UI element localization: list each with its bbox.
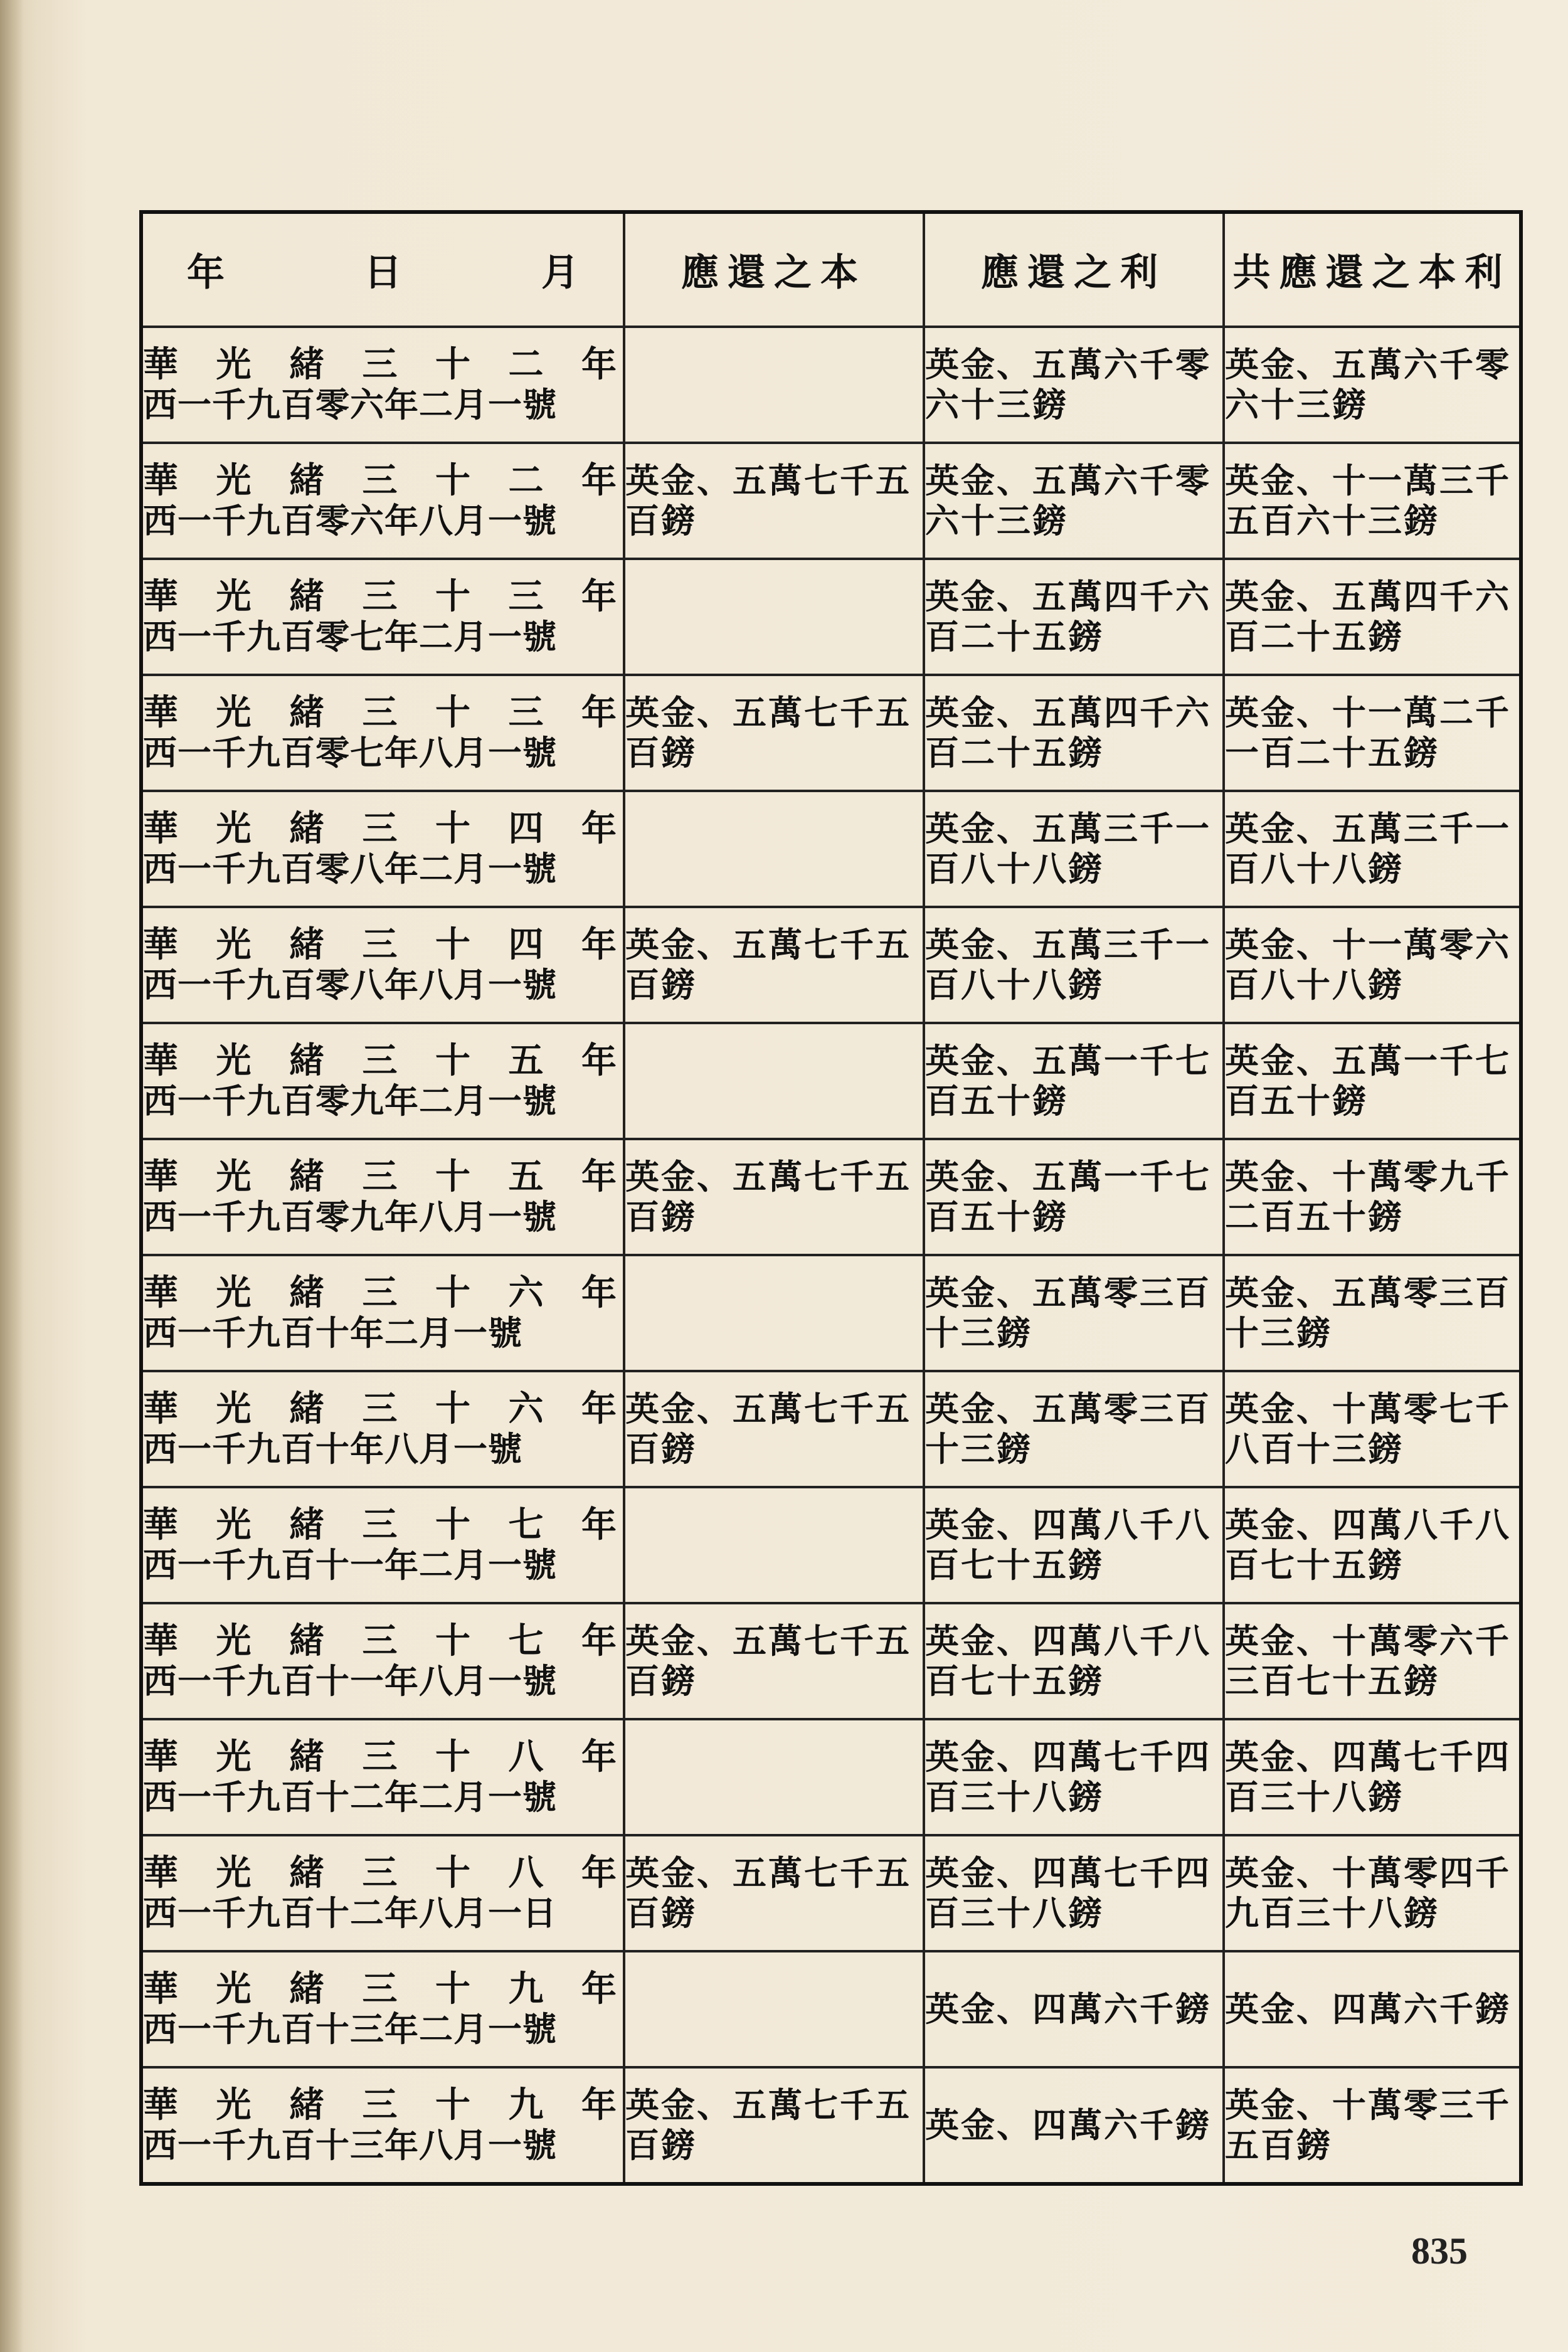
reign-date-char: 七 <box>508 1504 544 1546</box>
reign-date-char: 緒 <box>289 924 324 966</box>
reign-date-char: 十 <box>435 1156 470 1198</box>
total-cell <box>1224 791 1521 907</box>
interest-amount: 英金、五萬六千零六十三鎊 <box>925 460 1211 541</box>
reign-date <box>143 1737 623 1777</box>
reign-date-char: 緒 <box>289 1388 324 1430</box>
principal-cell <box>624 1255 924 1371</box>
date-cell <box>141 1487 624 1603</box>
reign-date-char: 三 <box>362 1272 398 1314</box>
interest-amount: 英金、五萬零三百十三鎊 <box>925 1389 1211 1470</box>
reign-date-char: 光 <box>216 1968 252 2010</box>
principal-cell <box>624 443 924 559</box>
reign-date-char: 三 <box>362 924 398 966</box>
reign-date-char: 年 <box>581 1272 617 1314</box>
principal-cell <box>624 2067 924 2184</box>
date-cell <box>141 1603 624 1719</box>
reign-date-char: 華 <box>143 576 178 618</box>
interest-amount: 英金、五萬零三百十三鎊 <box>925 1273 1211 1353</box>
table-row <box>141 1719 1521 1835</box>
date-cell <box>141 1139 624 1255</box>
table-row <box>141 1371 1521 1487</box>
western-date: 西一千九百十三年八月一號 <box>143 2125 557 2166</box>
reign-date-char: 華 <box>143 1388 178 1430</box>
page-number: 835 <box>1411 2230 1468 2272</box>
date-cell <box>141 2067 624 2184</box>
reign-date-char: 年 <box>581 460 617 502</box>
reign-date-char: 華 <box>143 1040 178 1082</box>
interest-cell <box>924 1371 1224 1487</box>
reign-date-char: 三 <box>362 2084 398 2126</box>
reign-date-char: 十 <box>435 1272 470 1314</box>
total-amount: 英金、五萬零三百十三鎊 <box>1225 1273 1511 1353</box>
table-row <box>141 1139 1521 1255</box>
total-cell <box>1224 1023 1521 1139</box>
reign-date-char: 三 <box>362 460 398 502</box>
reign-date-char: 六 <box>508 1388 544 1430</box>
date-cell <box>141 1023 624 1139</box>
reign-date-char: 年 <box>581 2084 617 2126</box>
reign-date-char: 三 <box>362 1620 398 1662</box>
reign-date-char: 光 <box>216 460 252 502</box>
reign-date-char: 光 <box>216 1620 252 1662</box>
reign-date-char: 十 <box>435 1040 470 1082</box>
reign-date-char: 三 <box>362 808 398 850</box>
date-cell <box>141 791 624 907</box>
reign-date <box>143 1621 623 1661</box>
western-date: 西一千九百十二年八月一日 <box>143 1893 557 1934</box>
reign-date-char: 華 <box>143 1504 178 1546</box>
reign-date-char: 緒 <box>289 808 324 850</box>
interest-cell <box>924 1139 1224 1255</box>
date-cell <box>141 1951 624 2067</box>
reign-date-char: 華 <box>143 2084 178 2126</box>
reign-date <box>143 460 623 501</box>
reign-date-char: 十 <box>435 460 470 502</box>
reign-date-char: 三 <box>362 576 398 618</box>
total-amount: 英金、四萬六千鎊 <box>1225 1989 1511 2030</box>
total-cell <box>1224 1835 1521 1951</box>
interest-cell <box>924 1023 1224 1139</box>
western-date: 西一千九百十年八月一號 <box>143 1429 522 1470</box>
reign-date-char: 十 <box>435 1388 470 1430</box>
interest-amount: 英金、四萬七千四百三十八鎊 <box>925 1737 1211 1818</box>
principal-cell <box>624 1603 924 1719</box>
interest-amount: 英金、五萬一千七百五十鎊 <box>925 1041 1211 1121</box>
reign-date-char: 緒 <box>289 1852 324 1894</box>
reign-date-char: 十 <box>435 344 470 386</box>
table-row <box>141 1951 1521 2067</box>
date-cell <box>141 327 624 443</box>
interest-amount: 英金、五萬三千一百八十八鎊 <box>925 924 1211 1005</box>
reign-date-char: 華 <box>143 344 178 386</box>
reign-date-char: 十 <box>435 1736 470 1778</box>
principal-cell <box>624 1371 924 1487</box>
reign-date-char: 華 <box>143 1272 178 1314</box>
total-cell <box>1224 1255 1521 1371</box>
table-row <box>141 907 1521 1023</box>
principal-cell <box>624 791 924 907</box>
reign-date-char: 華 <box>143 808 178 850</box>
total-cell <box>1224 327 1521 443</box>
table-row <box>141 443 1521 559</box>
date-cell <box>141 1371 624 1487</box>
principal-cell <box>624 1835 924 1951</box>
reign-date-char: 十 <box>435 692 470 734</box>
total-amount: 英金、十一萬三千五百六十三鎊 <box>1225 460 1511 541</box>
header-row <box>141 212 1521 327</box>
repayment-schedule-table-wrap <box>139 210 1519 2186</box>
reign-date-char: 五 <box>508 1040 544 1082</box>
reign-date-char: 五 <box>508 1156 544 1198</box>
table-row <box>141 559 1521 675</box>
reign-date-char: 九 <box>508 2084 544 2126</box>
reign-date-char: 光 <box>216 1156 252 1198</box>
reign-date-char: 年 <box>581 692 617 734</box>
reign-date-char: 光 <box>216 344 252 386</box>
header-date <box>141 212 624 327</box>
interest-cell <box>924 1719 1224 1835</box>
reign-date <box>143 692 623 733</box>
reign-date-char: 華 <box>143 460 178 502</box>
reign-date-char: 三 <box>362 1968 398 2010</box>
date-cell <box>141 1835 624 1951</box>
reign-date-char: 光 <box>216 1736 252 1778</box>
total-cell <box>1224 1951 1521 2067</box>
reign-date-char: 緒 <box>289 1620 324 1662</box>
reign-date-char: 光 <box>216 576 252 618</box>
reign-date-char: 三 <box>362 344 398 386</box>
reign-date-char: 年 <box>581 1156 617 1198</box>
reign-date-char: 光 <box>216 808 252 850</box>
reign-date-char: 十 <box>435 1504 470 1546</box>
table-row <box>141 1255 1521 1371</box>
reign-date-char: 華 <box>143 1852 178 1894</box>
total-cell <box>1224 1139 1521 1255</box>
western-date: 西一千九百十年二月一號 <box>143 1313 522 1353</box>
reign-date-char: 三 <box>508 576 544 618</box>
total-amount: 英金、四萬八千八百七十五鎊 <box>1225 1505 1511 1586</box>
western-date: 西一千九百零九年八月一號 <box>143 1197 557 1237</box>
reign-date <box>143 1389 623 1429</box>
date-cell <box>141 1719 624 1835</box>
reign-date-char: 年 <box>581 1620 617 1662</box>
date-cell <box>141 559 624 675</box>
interest-cell <box>924 675 1224 791</box>
reign-date-char: 三 <box>362 692 398 734</box>
reign-date-char: 年 <box>581 344 617 386</box>
western-date: 西一千九百零七年八月一號 <box>143 733 557 773</box>
western-date: 西一千九百零六年八月一號 <box>143 501 557 541</box>
reign-date <box>143 576 623 617</box>
total-amount: 英金、十萬零九千二百五十鎊 <box>1225 1157 1511 1237</box>
reign-date-char: 四 <box>508 924 544 966</box>
principal-amount: 英金、五萬七千五百鎊 <box>625 460 911 541</box>
interest-cell <box>924 1835 1224 1951</box>
reign-date <box>143 1969 623 2009</box>
reign-date-char: 年 <box>581 1040 617 1082</box>
total-cell <box>1224 1603 1521 1719</box>
reign-date-char: 華 <box>143 1620 178 1662</box>
reign-date-char: 緒 <box>289 1968 324 2010</box>
total-amount: 英金、十一萬二千一百二十五鎊 <box>1225 692 1511 773</box>
reign-date-char: 九 <box>508 1968 544 2010</box>
total-amount: 英金、十萬零七千八百十三鎊 <box>1225 1389 1511 1470</box>
principal-amount: 英金、五萬七千五百鎊 <box>625 1621 911 1702</box>
reign-date-char: 八 <box>508 1852 544 1894</box>
interest-cell <box>924 2067 1224 2184</box>
interest-cell <box>924 559 1224 675</box>
reign-date-char: 七 <box>508 1620 544 1662</box>
reign-date-char: 緒 <box>289 1040 324 1082</box>
reign-date-char: 光 <box>216 1272 252 1314</box>
reign-date <box>143 1273 623 1313</box>
total-cell <box>1224 907 1521 1023</box>
reign-date-char: 年 <box>581 1388 617 1430</box>
total-cell <box>1224 675 1521 791</box>
header-date-year: 年 <box>187 251 225 295</box>
reign-date-char: 年 <box>581 808 617 850</box>
interest-cell <box>924 791 1224 907</box>
principal-cell <box>624 1139 924 1255</box>
interest-amount: 英金、五萬四千六百二十五鎊 <box>925 576 1211 657</box>
total-amount: 英金、五萬一千七百五十鎊 <box>1225 1041 1511 1121</box>
reign-date <box>143 1853 623 1893</box>
principal-amount: 英金、五萬七千五百鎊 <box>625 1389 911 1470</box>
table-row <box>141 675 1521 791</box>
total-amount: 英金、十萬零四千九百三十八鎊 <box>1225 1853 1511 1934</box>
reign-date-char: 年 <box>581 1852 617 1894</box>
reign-date <box>143 1041 623 1081</box>
reign-date <box>143 344 623 384</box>
interest-cell <box>924 1951 1224 2067</box>
date-cell <box>141 443 624 559</box>
interest-cell <box>924 1255 1224 1371</box>
principal-amount: 英金、五萬七千五百鎊 <box>625 1853 911 1934</box>
reign-date-char: 三 <box>508 692 544 734</box>
reign-date-char: 十 <box>435 576 470 618</box>
total-cell <box>1224 2067 1521 2184</box>
date-cell <box>141 1255 624 1371</box>
table-row <box>141 1603 1521 1719</box>
reign-date <box>143 808 623 849</box>
reign-date-char: 緒 <box>289 692 324 734</box>
reign-date-char: 緒 <box>289 1504 324 1546</box>
interest-cell <box>924 327 1224 443</box>
principal-amount: 英金、五萬七千五百鎊 <box>625 924 911 1005</box>
reign-date-char: 十 <box>435 1852 470 1894</box>
date-cell <box>141 907 624 1023</box>
western-date: 西一千九百十一年八月一號 <box>143 1661 557 1702</box>
principal-cell <box>624 559 924 675</box>
reign-date-char: 十 <box>435 2084 470 2126</box>
table-body <box>141 327 1521 2184</box>
reign-date-char: 十 <box>435 1620 470 1662</box>
reign-date-char: 十 <box>435 924 470 966</box>
reign-date-char: 華 <box>143 924 178 966</box>
western-date: 西一千九百十二年二月一號 <box>143 1777 557 1818</box>
total-amount: 英金、十萬零六千三百七十五鎊 <box>1225 1621 1511 1702</box>
reign-date-char: 四 <box>508 808 544 850</box>
total-cell <box>1224 1719 1521 1835</box>
interest-cell <box>924 1603 1224 1719</box>
interest-amount: 英金、四萬六千鎊 <box>925 1989 1211 2030</box>
principal-cell <box>624 1487 924 1603</box>
reign-date-char: 華 <box>143 1968 178 2010</box>
table-row <box>141 1023 1521 1139</box>
repayment-schedule-table <box>139 210 1523 2186</box>
reign-date-char: 光 <box>216 1504 252 1546</box>
total-amount: 英金、五萬三千一百八十八鎊 <box>1225 808 1511 889</box>
reign-date-char: 緒 <box>289 460 324 502</box>
western-date: 西一千九百零八年八月一號 <box>143 965 557 1005</box>
interest-amount: 英金、五萬六千零六十三鎊 <box>925 344 1211 425</box>
western-date: 西一千九百零七年二月一號 <box>143 617 557 657</box>
reign-date-char: 華 <box>143 1736 178 1778</box>
principal-cell <box>624 1719 924 1835</box>
total-amount: 英金、十萬零三千五百鎊 <box>1225 2085 1511 2166</box>
reign-date-char: 光 <box>216 1388 252 1430</box>
interest-cell <box>924 907 1224 1023</box>
table-row <box>141 327 1521 443</box>
interest-amount: 英金、四萬七千四百三十八鎊 <box>925 1853 1211 1934</box>
reign-date-char: 年 <box>581 1504 617 1546</box>
reign-date-char: 緒 <box>289 344 324 386</box>
interest-cell <box>924 443 1224 559</box>
reign-date-char: 緒 <box>289 1156 324 1198</box>
reign-date-char: 光 <box>216 924 252 966</box>
total-amount: 英金、四萬七千四百三十八鎊 <box>1225 1737 1511 1818</box>
reign-date-char: 三 <box>362 1156 398 1198</box>
reign-date-char: 年 <box>581 924 617 966</box>
total-amount: 英金、五萬六千零六十三鎊 <box>1225 344 1511 425</box>
header-principal: 應還之本 <box>624 212 924 327</box>
date-cell <box>141 675 624 791</box>
western-date: 西一千九百零九年二月一號 <box>143 1081 557 1121</box>
reign-date-char: 六 <box>508 1272 544 1314</box>
western-date: 西一千九百十一年二月一號 <box>143 1545 557 1586</box>
table-row <box>141 2067 1521 2184</box>
western-date: 西一千九百零六年二月一號 <box>143 384 557 425</box>
reign-date-char: 二 <box>508 344 544 386</box>
reign-date-char: 緒 <box>289 1272 324 1314</box>
page-binding-edge <box>0 0 24 2352</box>
table-row <box>141 1487 1521 1603</box>
total-amount: 英金、五萬四千六百二十五鎊 <box>1225 576 1511 657</box>
reign-date-char: 三 <box>362 1504 398 1546</box>
reign-date-char: 華 <box>143 692 178 734</box>
interest-amount: 英金、五萬四千六百二十五鎊 <box>925 692 1211 773</box>
interest-amount: 英金、五萬三千一百八十八鎊 <box>925 808 1211 889</box>
reign-date <box>143 1157 623 1197</box>
reign-date-char: 華 <box>143 1156 178 1198</box>
reign-date-char: 二 <box>508 460 544 502</box>
reign-date-char: 緒 <box>289 1736 324 1778</box>
principal-amount: 英金、五萬七千五百鎊 <box>625 2085 911 2166</box>
reign-date <box>143 1505 623 1545</box>
reign-date-char: 緒 <box>289 576 324 618</box>
western-date: 西一千九百十三年二月一號 <box>143 2009 557 2050</box>
reign-date-char: 三 <box>362 1388 398 1430</box>
interest-amount: 英金、五萬一千七百五十鎊 <box>925 1157 1211 1237</box>
reign-date-char: 三 <box>362 1736 398 1778</box>
reign-date-char: 光 <box>216 1040 252 1082</box>
interest-cell <box>924 1487 1224 1603</box>
principal-amount: 英金、五萬七千五百鎊 <box>625 1157 911 1237</box>
principal-cell <box>624 675 924 791</box>
principal-cell <box>624 1023 924 1139</box>
western-date: 西一千九百零八年二月一號 <box>143 849 557 889</box>
total-cell <box>1224 1371 1521 1487</box>
total-cell <box>1224 559 1521 675</box>
interest-amount: 英金、四萬八千八百七十五鎊 <box>925 1621 1211 1702</box>
reign-date-char: 年 <box>581 1968 617 2010</box>
table-row <box>141 1835 1521 1951</box>
total-amount: 英金、十一萬零六百八十八鎊 <box>1225 924 1511 1005</box>
reign-date-char: 三 <box>362 1852 398 1894</box>
table-row <box>141 791 1521 907</box>
header-date-month: 月 <box>541 251 579 295</box>
reign-date-char: 十 <box>435 808 470 850</box>
header-total: 共應還之本利 <box>1224 212 1521 327</box>
reign-date-char: 光 <box>216 2084 252 2126</box>
header-interest: 應還之利 <box>924 212 1224 327</box>
total-cell <box>1224 443 1521 559</box>
reign-date-char: 十 <box>435 1968 470 2010</box>
interest-amount: 英金、四萬六千鎊 <box>925 2105 1211 2146</box>
header-date-day: 日 <box>364 251 402 295</box>
reign-date <box>143 924 623 965</box>
interest-amount: 英金、四萬八千八百七十五鎊 <box>925 1505 1211 1586</box>
reign-date-char: 年 <box>581 1736 617 1778</box>
reign-date-char: 三 <box>362 1040 398 1082</box>
principal-cell <box>624 1951 924 2067</box>
principal-cell <box>624 327 924 443</box>
reign-date-char: 緒 <box>289 2084 324 2126</box>
principal-amount: 英金、五萬七千五百鎊 <box>625 692 911 773</box>
reign-date-char: 年 <box>581 576 617 618</box>
principal-cell <box>624 907 924 1023</box>
reign-date-char: 光 <box>216 692 252 734</box>
reign-date-char: 八 <box>508 1736 544 1778</box>
total-cell <box>1224 1487 1521 1603</box>
reign-date-char: 光 <box>216 1852 252 1894</box>
reign-date <box>143 2085 623 2125</box>
